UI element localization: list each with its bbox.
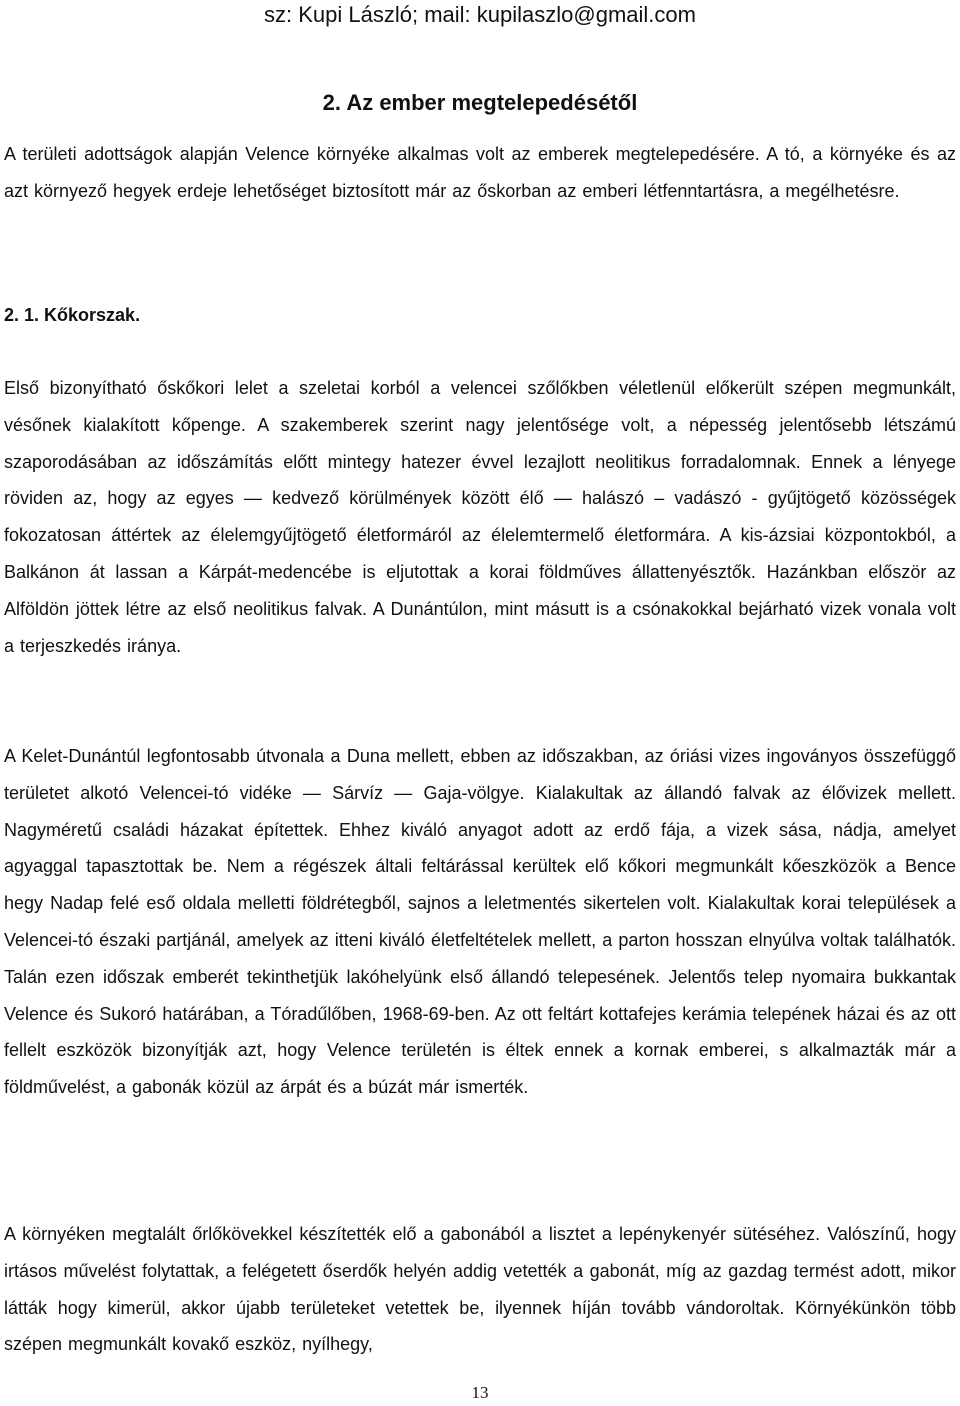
author-header: sz: Kupi László; mail: kupilaszlo@gmail.com	[264, 2, 696, 27]
intro-paragraph: A területi adottságok alapján Velence környéke alkalmas volt az emberek megtelepedésére. A tó, a környéke és az azt környező hegyek erdeje lehetőséget biztosított már az őskorban az emberi létfenntartásra, a megélhetésre.	[4, 144, 956, 201]
paragraph-3: A környéken megtalált őrlőkövekkel készítették elő a gabonából a lisztet a lepénykenyér sütéséhez. Valószínű, hogy irtásos művelést folytattak, a felégetett őserdők helyén addig vetették a gabonát, míg az gazdag termést adott, mikor látták hogy kimerül, akkor újabb területeket vetettek be, ilyennek híján tovább vándoroltak. Környékünkön több szépen megmunkált kovakő eszköz, nyílhegy,	[4, 1224, 956, 1355]
section-heading: 2. 1. Kőkorszak.	[4, 305, 141, 325]
page-number: 13	[471, 1383, 489, 1402]
paragraph-1: Első bizonyítható őskőkori lelet a szeletai korból a velencei szőlőkben véletlenül előkerült szépen megmunkált, vésőnek kialakított kőpenge. A szakemberek szerint nagy jelentősége volt, a népesség jelentősebb létszámú szaporodásában az időszámítás előtt mintegy hatezer évvel lezajlott neolitikus forradalomnak. Ennek a lényege röviden az, hogy az egyes — kedvező körülmények között élő — halászó – vadászó - gyűjtögető közösségek fokozatosan áttértek az élelemgyűjtögető életformáról az élelemtermelő életformára. A kis-ázsiai központokból, a Balkánon át lassan a Kárpát-medencébe is eljutottak a korai földműves állattenyésztők. Hazánkban először az Alföldön jöttek létre az első neolitikus falvak. A Dunántúlon, mint másutt is a csónakokkal bejárható vizek vonala volt a terjeszkedés iránya.	[4, 378, 956, 656]
chapter-title: 2. Az ember megtelepedésétől	[322, 90, 638, 115]
paragraph-2: A Kelet-Dunántúl legfontosabb útvonala a Duna mellett, ebben az időszakban, az óriási vizes ingoványos összefüggő területet alkotó Velencei-tó vidéke — Sárvíz — Gaja-völgye. Kialakultak az állandó falvak az élővizek mellett. Nagyméretű családi házakat építettek. Ehhez kiváló anyagot adott az erdő fája, a vizek sása, nádja, amelyet agyaggal tapasztottak be. Nem a régészek általi feltárással kerültek elő kőkori megmunkált kőeszközök a Bence hegy Nadap felé eső oldala melletti földrétegből, sajnos a leletmentés sikertelen volt. Kialakultak korai települések a Velencei-tó északi partjánál, amelyek az itteni kiváló életfeltételek mellett, a parton hosszan elnyúlva voltak találhatók. Talán ezen időszak emberét tekinthetjük lakóhelyünk első állandó telepesének. Jelentős telep nyomaira bukkantak Velence és Sukoró határában, a Tóradűlőben, 1968-69-ben. Az ott feltárt kottafejes kerámia telepének házai és az ott fellelt eszközök bizonyítják azt, hogy Velence területén is éltek ennek a kornak emberei, s alkalmazták már a földművelést, a gabonák közül az árpát és a búzát már ismerték.	[4, 746, 956, 1098]
